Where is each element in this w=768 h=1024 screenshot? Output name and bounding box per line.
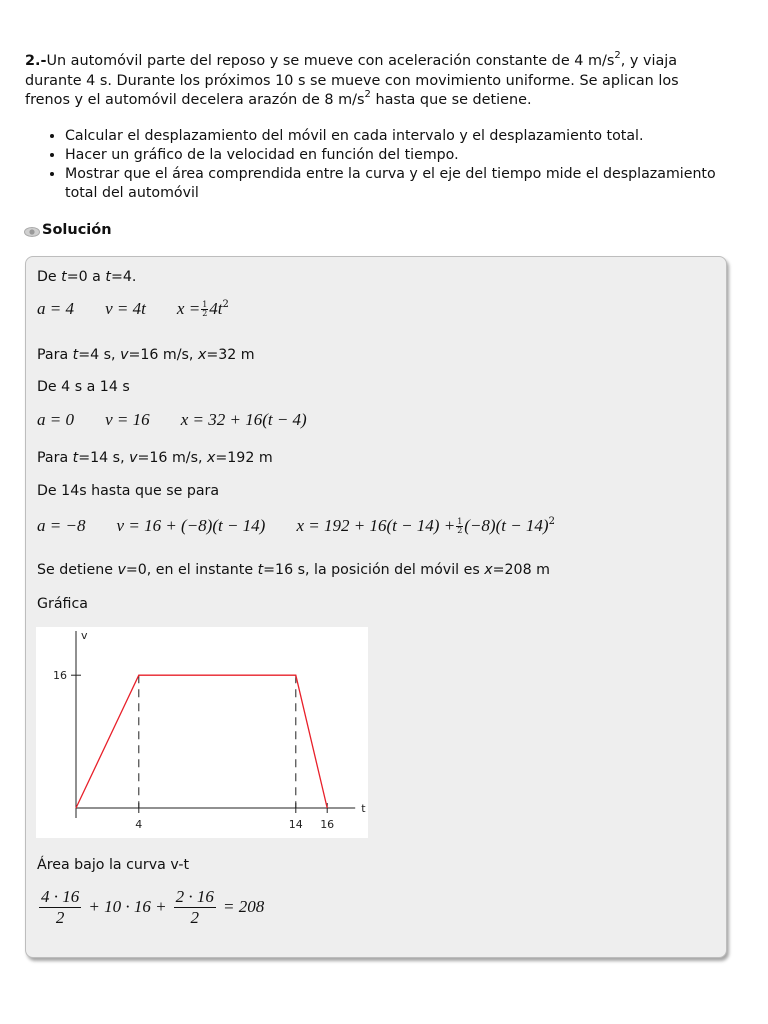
result-2: Para t=14 s, v=16 m/s, x=192 m [37,450,273,466]
interval-1-text: De t=0 a t=4. [37,269,137,285]
interval-3-text: De 14s hasta que se para [37,483,220,499]
problem-number: 2.- [25,53,47,69]
x-tick-label: 4 [135,818,143,831]
task-list [25,127,745,203]
x-axis-label: t [361,802,366,815]
y-tick-label: 16 [53,669,67,683]
velocity-line [76,675,327,808]
equation-3: a = −8 v = 16 + (−8)(t − 14) x = 192 + 16(t − 14) + $\frac{1}{2}$ $(-8)(t - 14)^2$ [37,516,555,535]
problem-line-1: 2.-Un automóvil parte del reposo y se mueve con aceleración constante de 4 $m/s^2$, y viaja [25,50,678,69]
y-axis-label: v [81,629,88,642]
task-item: • Calcular el desplazamiento del móvil en cada intervalo y el desplazamiento total. [65,127,745,146]
area-label: Área bajo la curva v-t [37,857,190,873]
equation-2: a = 0 v = 16 x = 32 + 16(t − 4) [37,410,307,429]
task-item: • Hacer un gráfico de la velocidad en función del tiempo. [65,146,745,165]
solution-panel [25,256,727,958]
area-equation: $\frac{4 \cdot 16}{2}$ + 10 · 16 + $\frac{2 \cdot 16}{2}$ = 208 [41,887,265,927]
task-item: • Mostrar que el área comprendida entre la curva y el eje del tiempo mide el desplazamiento total del automóvil [65,165,745,203]
problem-line-2: durante 4 s. Durante los próximos 10 s se mueve con movimiento uniforme. Se aplican los [25,72,679,89]
equation-1: a = 4 v = 4t x = $\frac{1}{2}$ $4t^2$ [37,299,229,318]
solution-toggle[interactable] [24,222,112,238]
x-tick-label: 14 [288,818,303,831]
velocity-time-chart [36,627,368,838]
graph-label: Gráfica [37,596,88,612]
stop-text: Se detiene v=0, en el instante t=16 s, la posición del móvil es x=208 m [37,562,550,578]
eye-icon [24,225,40,235]
x-tick-label: 16 [320,818,335,831]
problem-line-3: frenos y el automóvil decelera arazón de 8 $m/s^2$ hasta que se detiene. [25,89,532,108]
solution-heading: Solución [42,222,112,238]
problem-statement [25,52,725,111]
result-1: Para t=4 s, v=16 m/s, x=32 m [37,347,255,363]
interval-2-text: De 4 s a 14 s [37,379,130,395]
